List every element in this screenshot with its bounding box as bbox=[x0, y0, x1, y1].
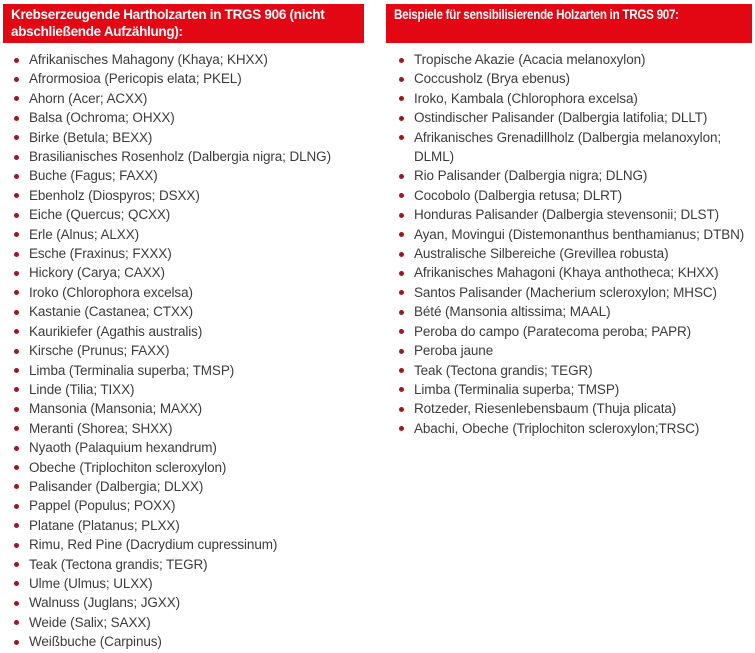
list-item: Pappel (Populus; POXX) bbox=[29, 496, 364, 515]
list-item: Afrikanisches Grenadillholz (Dalbergia melanoxylon; DLML) bbox=[414, 128, 752, 167]
list-item: Peroba jaune bbox=[414, 341, 752, 360]
list-item: Ayan, Movingui (Distemonanthus benthamianus; DTBN) bbox=[414, 225, 752, 244]
list-item: Weißbuche (Carpinus) bbox=[29, 632, 364, 651]
list-item: Kirsche (Prunus; FAXX) bbox=[29, 341, 364, 360]
list-item: Santos Palisander (Macherium scleroxylon; MHSC) bbox=[414, 283, 752, 302]
list-item: Afrikanisches Mahagoni (Khaya anthotheca; KHXX) bbox=[414, 263, 752, 282]
list-item: Peroba do campo (Paratecoma peroba; PAPR) bbox=[414, 322, 752, 341]
list-item: Palisander (Dalbergia; DLXX) bbox=[29, 477, 364, 496]
list-item: Birke (Betula; BEXX) bbox=[29, 128, 364, 147]
list-item: Rio Palisander (Dalbergia nigra; DLNG) bbox=[414, 166, 752, 185]
list-item: Kaurikiefer (Agathis australis) bbox=[29, 322, 364, 341]
left-column-header bbox=[3, 4, 364, 43]
list-item: Meranti (Shorea; SHXX) bbox=[29, 419, 364, 438]
list-item: Platane (Platanus; PLXX) bbox=[29, 516, 364, 535]
list-item: Mansonia (Mansonia; MAXX) bbox=[29, 399, 364, 418]
list-item: Cocobolo (Dalbergia retusa; DLRT) bbox=[414, 186, 752, 205]
list-item: Ahorn (Acer; ACXX) bbox=[29, 89, 364, 108]
list-item: Bété (Mansonia altissima; MAAL) bbox=[414, 302, 752, 321]
list-item: Tropische Akazie (Acacia melanoxylon) bbox=[414, 50, 752, 69]
list-item: Afrikanisches Mahagony (Khaya; KHXX) bbox=[29, 50, 364, 69]
list-item: Teak (Tectona grandis; TEGR) bbox=[414, 361, 752, 380]
right-column bbox=[386, 4, 752, 653]
left-wood-list bbox=[3, 50, 364, 652]
list-item: Erle (Alnus; ALXX) bbox=[29, 225, 364, 244]
list-item: Australische Silbereiche (Grevillea robusta) bbox=[414, 244, 752, 263]
list-item: Rimu, Red Pine (Dacrydium cupressinum) bbox=[29, 535, 364, 554]
list-item: Balsa (Ochroma; OHXX) bbox=[29, 108, 364, 127]
list-item: Kastanie (Castanea; CTXX) bbox=[29, 302, 364, 321]
list-item: Iroko (Chlorophora excelsa) bbox=[29, 283, 364, 302]
list-item: Ulme (Ulmus; ULXX) bbox=[29, 574, 364, 593]
list-item: Honduras Palisander (Dalbergia stevensonii; DLST) bbox=[414, 205, 752, 224]
list-item: Esche (Fraxinus; FXXX) bbox=[29, 244, 364, 263]
right-column-header bbox=[386, 4, 752, 43]
list-item: Ebenholz (Diospyros; DSXX) bbox=[29, 186, 364, 205]
list-item: Abachi, Obeche (Triplochiton scleroxylon;TRSC) bbox=[414, 419, 752, 438]
list-item: Nyaoth (Palaquium hexandrum) bbox=[29, 438, 364, 457]
list-item: Afrormosioa (Pericopis elata; PKEL) bbox=[29, 69, 364, 88]
left-column-header-text: Krebserzeugende Hartholzarten in TRGS 906 (nicht abschließende Aufzählung): bbox=[11, 7, 325, 39]
list-item: Limba (Terminalia superba; TMSP) bbox=[414, 380, 752, 399]
list-item: Limba (Terminalia superba; TMSP) bbox=[29, 361, 364, 380]
right-wood-list bbox=[386, 50, 752, 438]
list-item: Iroko, Kambala (Chlorophora excelsa) bbox=[414, 89, 752, 108]
list-item: Ostindischer Palisander (Dalbergia latifolia; DLLT) bbox=[414, 108, 752, 127]
list-item: Walnuss (Juglans; JGXX) bbox=[29, 593, 364, 612]
list-item: Rotzeder, Riesenlebensbaum (Thuja plicata) bbox=[414, 399, 752, 418]
list-item: Eiche (Quercus; QCXX) bbox=[29, 205, 364, 224]
left-column bbox=[3, 4, 364, 653]
list-item: Hickory (Carya; CAXX) bbox=[29, 263, 364, 282]
right-column-header-text: Beispiele für sensibilisierende Holzarten in TRGS 907: bbox=[394, 7, 679, 22]
list-item: Coccusholz (Brya ebenus) bbox=[414, 69, 752, 88]
list-item: Obeche (Triplochiton scleroxylon) bbox=[29, 458, 364, 477]
list-item: Teak (Tectona grandis; TEGR) bbox=[29, 555, 364, 574]
list-item: Buche (Fagus; FAXX) bbox=[29, 166, 364, 185]
list-item: Weide (Salix; SAXX) bbox=[29, 613, 364, 632]
list-item: Linde (Tilia; TIXX) bbox=[29, 380, 364, 399]
list-item: Brasilianisches Rosenholz (Dalbergia nigra; DLNG) bbox=[29, 147, 364, 166]
